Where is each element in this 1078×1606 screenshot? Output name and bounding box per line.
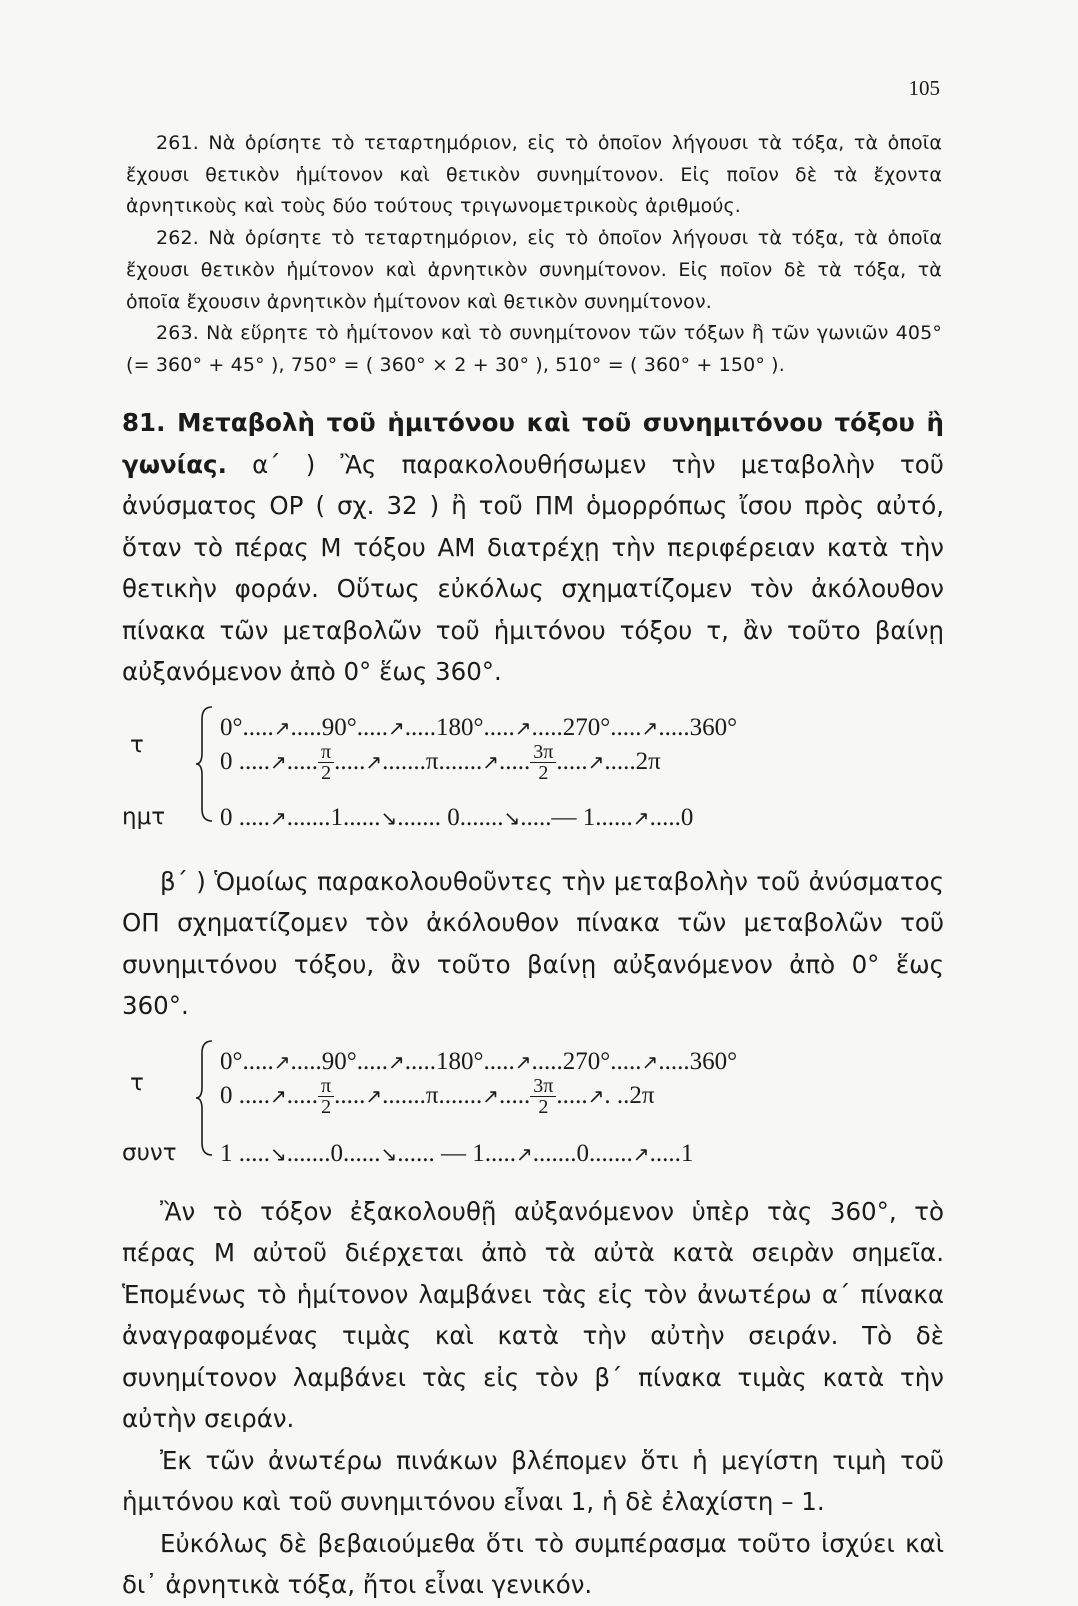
- table-fn-label: ημτ: [122, 803, 166, 830]
- cosine-value-row: 1 .....↘.......0......↘...... — 1.....↗.......0.......↗.....1: [220, 1139, 694, 1167]
- paragraph-b: β΄ ) Ὁμοίως παρακολουθοῦντες τὴν μεταβολὴν τοῦ ἀνύσματος ΟΠ σχηματίζομεν τὸν ἀκόλουθον πίνακα τῶν μεταβολῶν τοῦ συνημιτόνου τόξου, ἂν τοῦτο βαίνῃ αὐξανόμενον ἀπὸ 0° ἕως 360°.: [122, 866, 944, 1020]
- paragraph-d: Ἐκ τῶν ἀνωτέρω πινάκων βλέπομεν ὅτι ἡ μεγίστη τιμὴ τοῦ ἡμιτόνου καὶ τοῦ συνημιτόνου εἶναι 1, ἡ δὲ ἐλαχίστη – 1.: [122, 1445, 944, 1516]
- exercises-block: [126, 128, 942, 382]
- degree-row: 0°.....↗.....90°.....↗.....180°.....↗.....270°.....↗.....360°: [220, 713, 738, 741]
- radian-row: 0 .....↗..... $\frac{\pi}{2}$ .....↗.......π.......↗..... $\frac{3\pi}{2}$ .....↗.....2π: [220, 741, 661, 785]
- exercise-261: 261. Νὰ ὁρίσητε τὸ τεταρτημόριον, εἰς τὸ ὁποῖον λήγουσι τὰ τόξα, τὰ ὁποῖα ἔχουσι θετικὸν ἡμίτονον καὶ θετικὸν συνημίτονον. Εἰς ποῖον δὲ τὰ ἔχοντα ἀρνητικοὺς καὶ τοὺς δύο τούτους τριγωνομετρικοὺς ἀριθμούς.: [126, 132, 942, 218]
- paragraph-e: Εὐκόλως δὲ βεβαιούμεθα ὅτι τὸ συμπέρασμα τοῦτο ἰσχύει καὶ δι᾽ ἀρνητικὰ τόξα, ἤτοι εἶναι γενικόν.: [122, 1528, 944, 1599]
- paragraph-c: Ἂν τὸ τόξον ἐξακολουθῇ αὐξανόμενον ὑπὲρ τὰς 360°, τὸ πέρας Μ αὐτοῦ διέρχεται ἀπὸ τὰ αὐτὰ κατὰ σειρὰν σημεῖα. Ἑπομένως τὸ ἡμίτονον λαμβάνει τὰς εἰς τὸν ἀνωτέρω α΄ πίνακα ἀναγραφομένας τιμὰς καὶ κατὰ τὴν αὐτὴν σειράν. Τὸ δὲ συνημίτονον λαμβάνει τὰς εἰς τὸν β΄ πίνακα τιμὰς κατὰ τὴν αὐτὴν σειράν.: [122, 1196, 944, 1433]
- sine-variation-table: [122, 707, 944, 839]
- section-heading: 81. Μεταβολὴ τοῦ ἡμιτόνου καὶ τοῦ συνημιτόνου τόξου ἢ γωνίας.: [122, 408, 944, 479]
- section-81: [122, 402, 944, 1606]
- paragraph-a: α΄ ) Ἂς παρακολουθήσωμεν τὴν μεταβολὴν τοῦ ἀνύσματος ΟΡ ( σχ. 32 ) ἢ τοῦ ΠΜ ὁμορρόπως ἴσου πρὸς αὐτό, ὅταν τὸ πέρας Μ τόξου ΑΜ διατρέχῃ τὴν περιφέρειαν κατὰ τὴν θετικὴν φοράν. Οὕτως εὐκόλως σχηματίζομεν τὸν ἀκόλουθον πίνακα τῶν μεταβολῶν τοῦ ἡμιτόνου τόξου τ, ἂν τοῦτο βαίνῃ αὐξανόμενον ἀπὸ 0° ἕως 360°.: [122, 449, 944, 686]
- sine-value-row: 0 .....↗.......1......↘....... 0.......↘.....— 1......↗.....0: [220, 803, 694, 831]
- table-var-label: τ: [130, 1069, 144, 1096]
- left-brace: [194, 1039, 214, 1157]
- table-fn-label: συντ: [122, 1139, 177, 1166]
- radian-row: 0 .....↗..... $\frac{\pi}{2}$ .....↗.......π.......↗..... $\frac{3\pi}{2}$ .....↗. ..2π: [220, 1075, 655, 1119]
- exercise-262: 262. Νὰ ὁρίσητε τὸ τεταρτημόριον, εἰς τὸ ὁποῖον λήγουσι τὰ τόξα, τὰ ὁποῖα ἔχουσι θετικὸν ἡμίτονον καὶ ἀρνητικὸν συνημίτονον. Εἰς ποῖον δὲ τὰ τόξα, τὰ ὁποῖα ἔχουσιν ἀρνητικὸν ἡμίτονον καὶ θετικὸν συνημίτονον.: [126, 227, 942, 313]
- page-number: 105: [908, 76, 940, 100]
- left-brace: [194, 705, 214, 823]
- degree-row: 0°.....↗.....90°.....↗.....180°.....↗.....270°.....↗.....360°: [220, 1047, 738, 1075]
- exercise-263: 263. Νὰ εὕρητε τὸ ἡμίτονον καὶ τὸ συνημίτονον τῶν τόξων ἢ τῶν γωνιῶν 405° (= 360° + 45° ), 750° = ( 360° × 2 + 30° ), 510° = ( 360° + 150° ).: [126, 322, 942, 376]
- section-heading-and-intro: [122, 402, 944, 693]
- table-var-label: τ: [130, 731, 144, 758]
- cosine-variation-table: [122, 1041, 944, 1173]
